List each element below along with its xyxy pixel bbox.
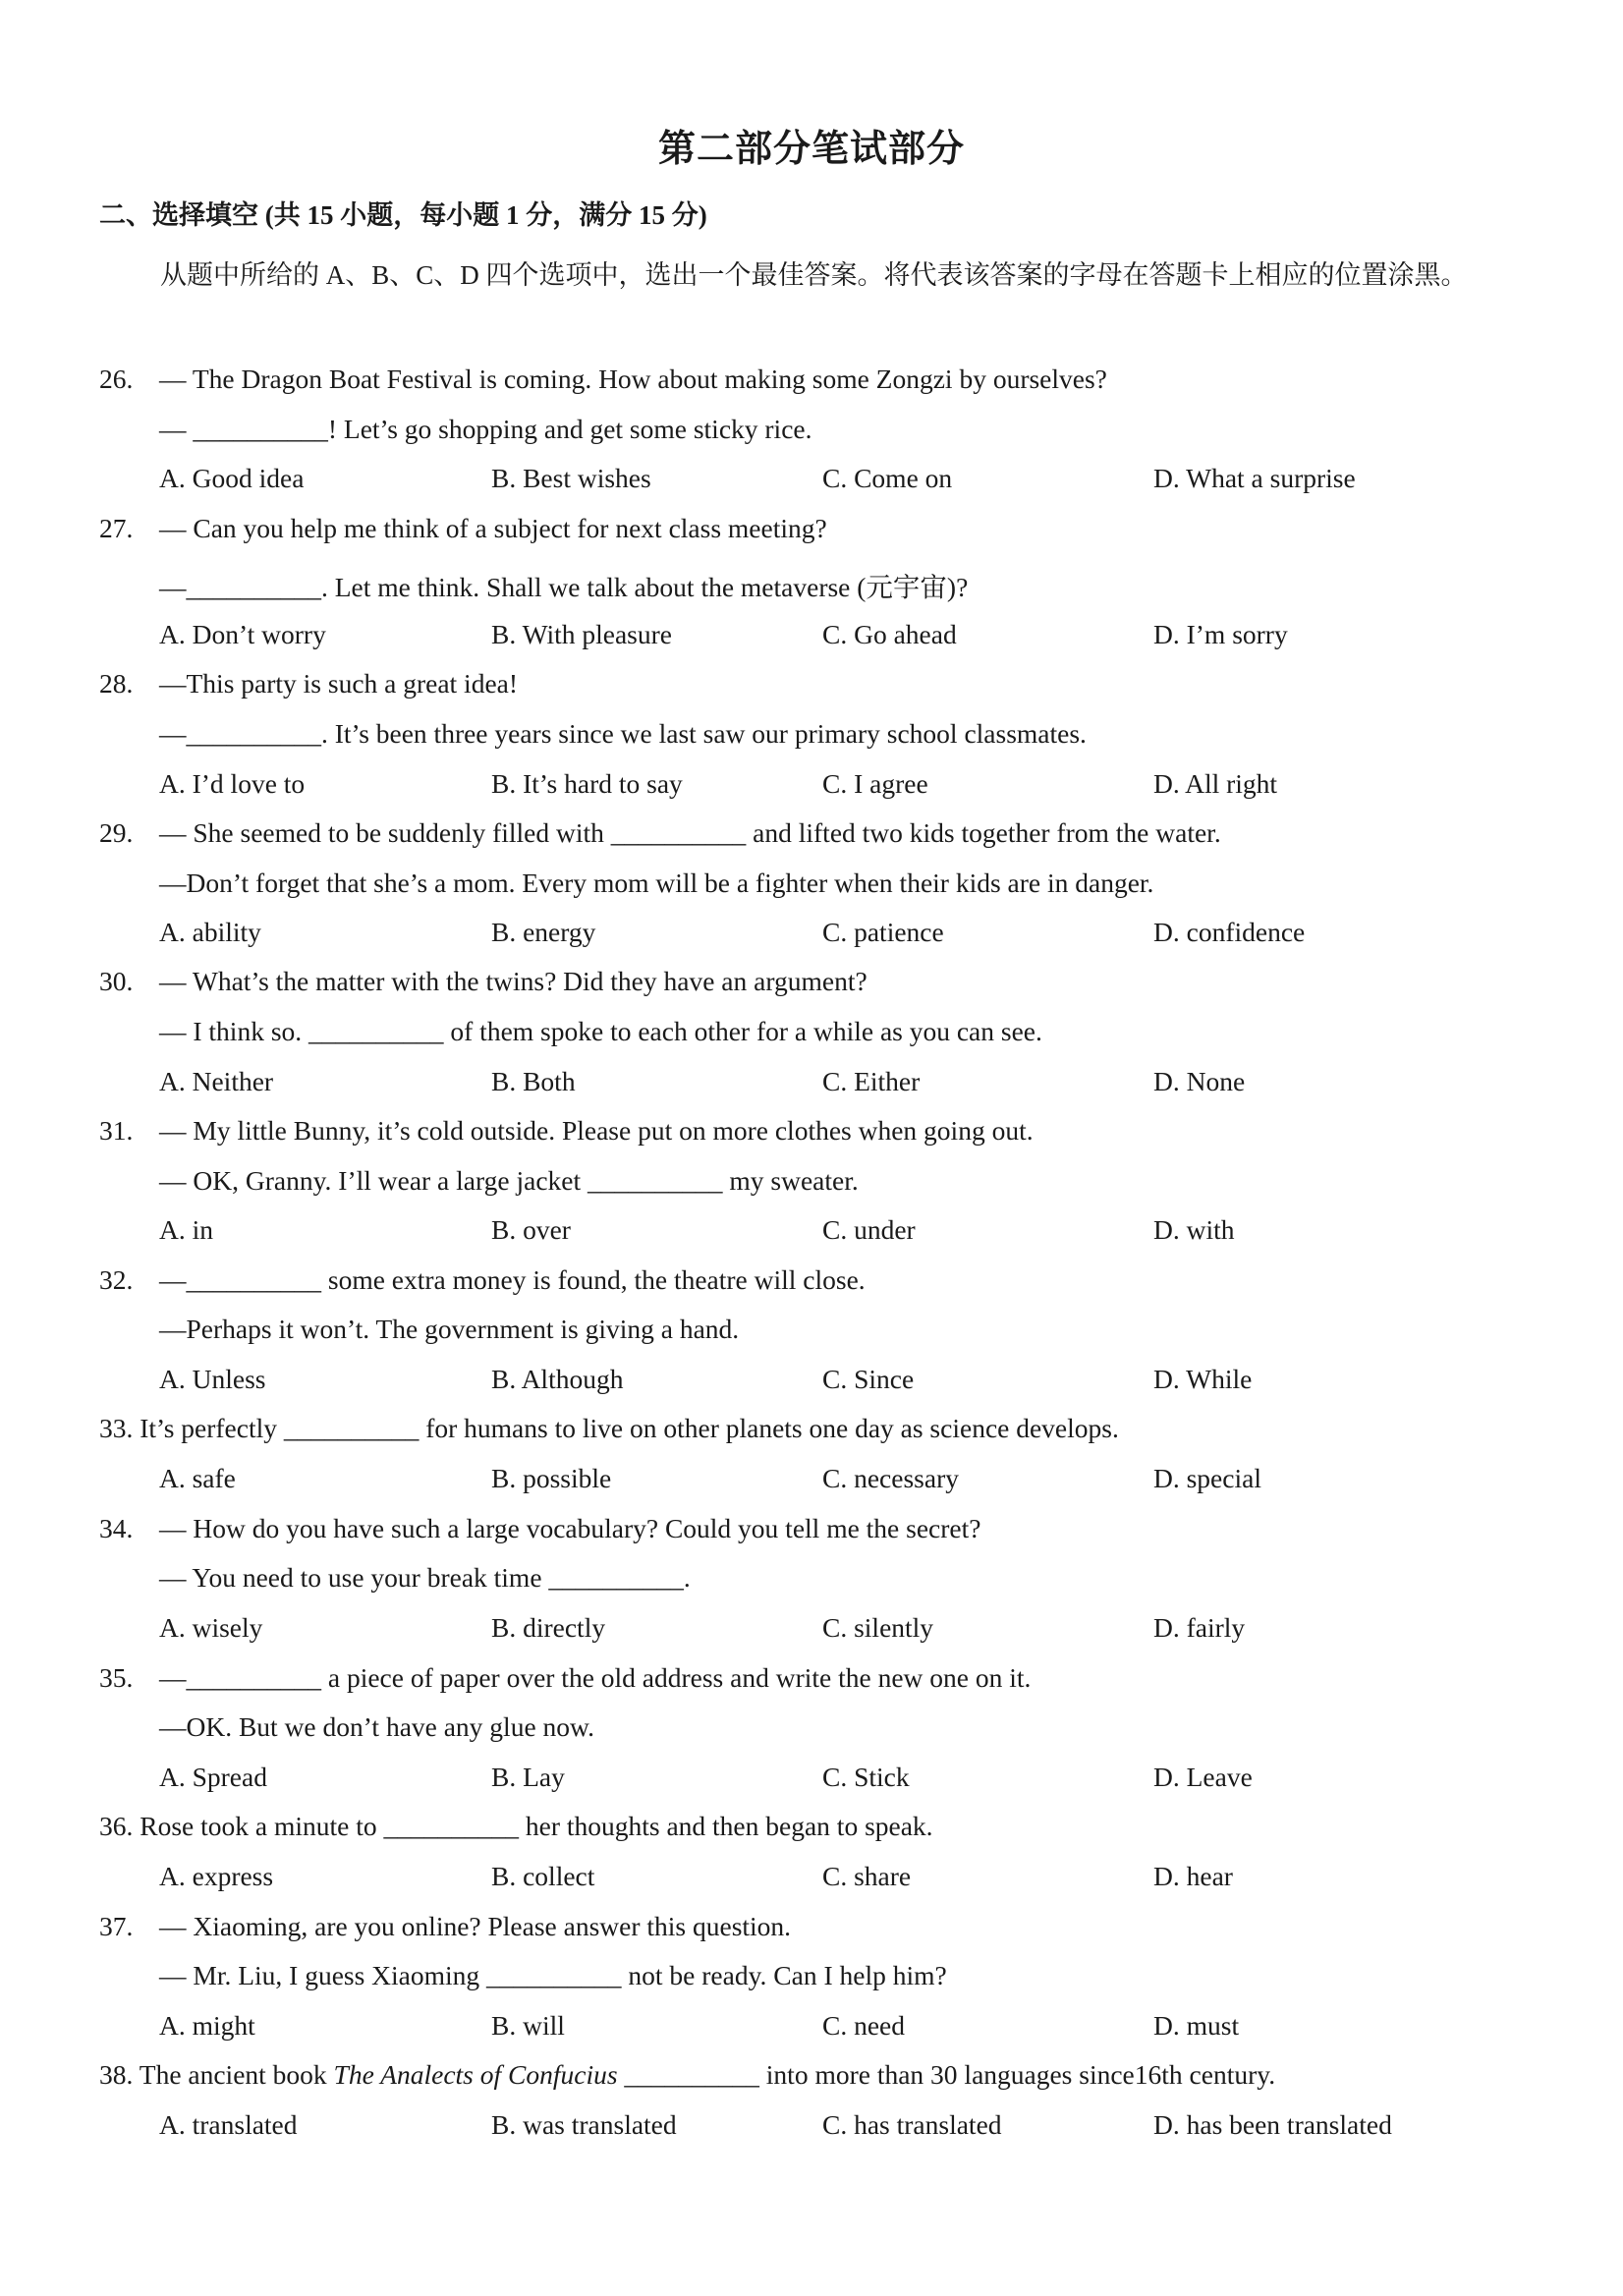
option-a: A. Unless: [159, 1364, 266, 1394]
question-line: —__________. It’s been three years since we last saw our primary school classmates.: [159, 718, 1087, 749]
option-b: B. energy: [491, 917, 596, 947]
option-c: C. share: [822, 1861, 912, 1891]
question-number: 32.: [99, 1264, 134, 1295]
instructions: 从题中所给的 A、B、C、D 四个选项中，选出一个最佳答案。将代表该答案的字母在答题卡上相应的位置涂黑。: [160, 260, 1468, 290]
option-b: B. Best wishes: [491, 463, 651, 493]
option-b: B. directly: [491, 1612, 606, 1643]
option-d: D. What a surprise: [1153, 463, 1356, 493]
option-b: B. With pleasure: [491, 619, 672, 649]
option-c: C. necessary: [822, 1463, 959, 1493]
option-d: D. has been translated: [1153, 2109, 1392, 2140]
option-d: D. I’m sorry: [1153, 619, 1288, 649]
option-a: A. wisely: [159, 1612, 263, 1643]
option-a: A. express: [159, 1861, 274, 1891]
question-line: — The Dragon Boat Festival is coming. How about making some Zongzi by ourselves?: [159, 364, 1107, 394]
page-title: 第二部分笔试部分: [657, 129, 965, 170]
question-line: —Don’t forget that she’s a mom. Every mom will be a fighter when their kids are in danger.: [159, 868, 1154, 898]
question-text: It’s perfectly __________ for humans to live on other planets one day as science develops.: [140, 1413, 1119, 1443]
option-b: B. was translated: [491, 2109, 677, 2140]
option-d: D. must: [1153, 2010, 1240, 2041]
question-line: —__________. Let me think. Shall we talk about the metaverse (元宇宙)?: [159, 572, 969, 602]
section-heading: 二、选择填空 (共 15 小题，每小题 1 分，满分 15 分): [99, 200, 707, 230]
question-line: — How do you have such a large vocabulary? Could you tell me the secret?: [159, 1513, 981, 1543]
question-line: — Mr. Liu, I guess Xiaoming __________ not be ready. Can I help him?: [159, 1960, 947, 1990]
option-b: B. will: [491, 2010, 565, 2041]
question-text-post: __________ into more than 30 languages since16th century.: [617, 2059, 1276, 2090]
option-a: A. Neither: [159, 1066, 274, 1096]
option-d: D. with: [1153, 1214, 1235, 1245]
question-number: 29.: [99, 817, 134, 848]
option-d: D. special: [1153, 1463, 1261, 1493]
option-b: B. It’s hard to say: [491, 768, 683, 799]
question-number: 36.: [99, 1811, 134, 1841]
question-line: [99, 1413, 1119, 1444]
question-number: 37.: [99, 1911, 134, 1941]
option-c: C. Go ahead: [822, 619, 957, 649]
question-line: —Perhaps it won’t. The government is giving a hand.: [159, 1314, 740, 1344]
question-line: — I think so. __________ of them spoke to each other for a while as you can see.: [159, 1016, 1042, 1046]
option-c: C. Come on: [822, 463, 953, 493]
question-line: [99, 2059, 1275, 2091]
question-line: — She seemed to be suddenly filled with __________ and lifted two kids together from the water.: [159, 817, 1221, 848]
option-c: C. silently: [822, 1612, 934, 1643]
option-b: B. Lay: [491, 1762, 565, 1792]
question-text: Rose took a minute to __________ her thoughts and then began to speak.: [140, 1811, 933, 1841]
option-c: C. I agree: [822, 768, 928, 799]
question-line: — My little Bunny, it’s cold outside. Please put on more clothes when going out.: [159, 1115, 1034, 1146]
option-a: A. Good idea: [159, 463, 305, 493]
question-line: — You need to use your break time __________.: [159, 1562, 691, 1593]
question-number: 26.: [99, 364, 134, 394]
option-c: C. need: [822, 2010, 906, 2041]
option-a: A. might: [159, 2010, 255, 2041]
option-d: D. Leave: [1153, 1762, 1253, 1792]
question-number: 31.: [99, 1115, 134, 1146]
question-number: 30.: [99, 966, 134, 996]
question-line: — OK, Granny. I’ll wear a large jacket __________ my sweater.: [159, 1165, 859, 1196]
option-c: C. has translated: [822, 2109, 1002, 2140]
option-d: D. None: [1153, 1066, 1246, 1096]
option-d: D. fairly: [1153, 1612, 1246, 1643]
option-b: B. Although: [491, 1364, 624, 1394]
option-c: C. under: [822, 1214, 916, 1245]
question-line: [99, 1811, 933, 1842]
option-a: A. Don’t worry: [159, 619, 326, 649]
question-line: — __________! Let’s go shopping and get some sticky rice.: [159, 414, 812, 444]
option-a: A. ability: [159, 917, 261, 947]
option-c: C. Either: [822, 1066, 921, 1096]
question-text-pre: The ancient book: [139, 2059, 334, 2090]
option-a: A. safe: [159, 1463, 236, 1493]
option-c: C. Since: [822, 1364, 915, 1394]
option-c: C. patience: [822, 917, 944, 947]
option-b: B. over: [491, 1214, 571, 1245]
question-number: 33.: [99, 1413, 134, 1443]
option-a: A. in: [159, 1214, 213, 1245]
question-line: —__________ some extra money is found, the theatre will close.: [159, 1264, 866, 1295]
question-line: —OK. But we don’t have any glue now.: [159, 1711, 594, 1742]
option-d: D. While: [1153, 1364, 1253, 1394]
option-a: A. translated: [159, 2109, 298, 2140]
option-d: D. hear: [1153, 1861, 1233, 1891]
question-number: 34.: [99, 1513, 134, 1543]
book-title: The Analects of Confucius: [333, 2059, 618, 2090]
question-number: 27.: [99, 513, 134, 543]
option-c: C. Stick: [822, 1762, 910, 1792]
option-b: B. Both: [491, 1066, 576, 1096]
option-a: A. Spread: [159, 1762, 267, 1792]
question-line: —This party is such a great idea!: [159, 668, 519, 699]
option-d: D. All right: [1153, 768, 1278, 799]
option-b: B. collect: [491, 1861, 595, 1891]
option-b: B. possible: [491, 1463, 612, 1493]
option-a: A. I’d love to: [159, 768, 306, 799]
question-number: 28.: [99, 668, 134, 699]
question-number: 35.: [99, 1662, 134, 1693]
question-line: — Can you help me think of a subject for next class meeting?: [159, 513, 827, 543]
option-d: D. confidence: [1153, 917, 1306, 947]
question-line: — What’s the matter with the twins? Did they have an argument?: [159, 966, 867, 996]
question-line: —__________ a piece of paper over the old address and write the new one on it.: [159, 1662, 1032, 1693]
question-line: — Xiaoming, are you online? Please answer this question.: [159, 1911, 792, 1941]
question-number: 38.: [99, 2059, 134, 2090]
